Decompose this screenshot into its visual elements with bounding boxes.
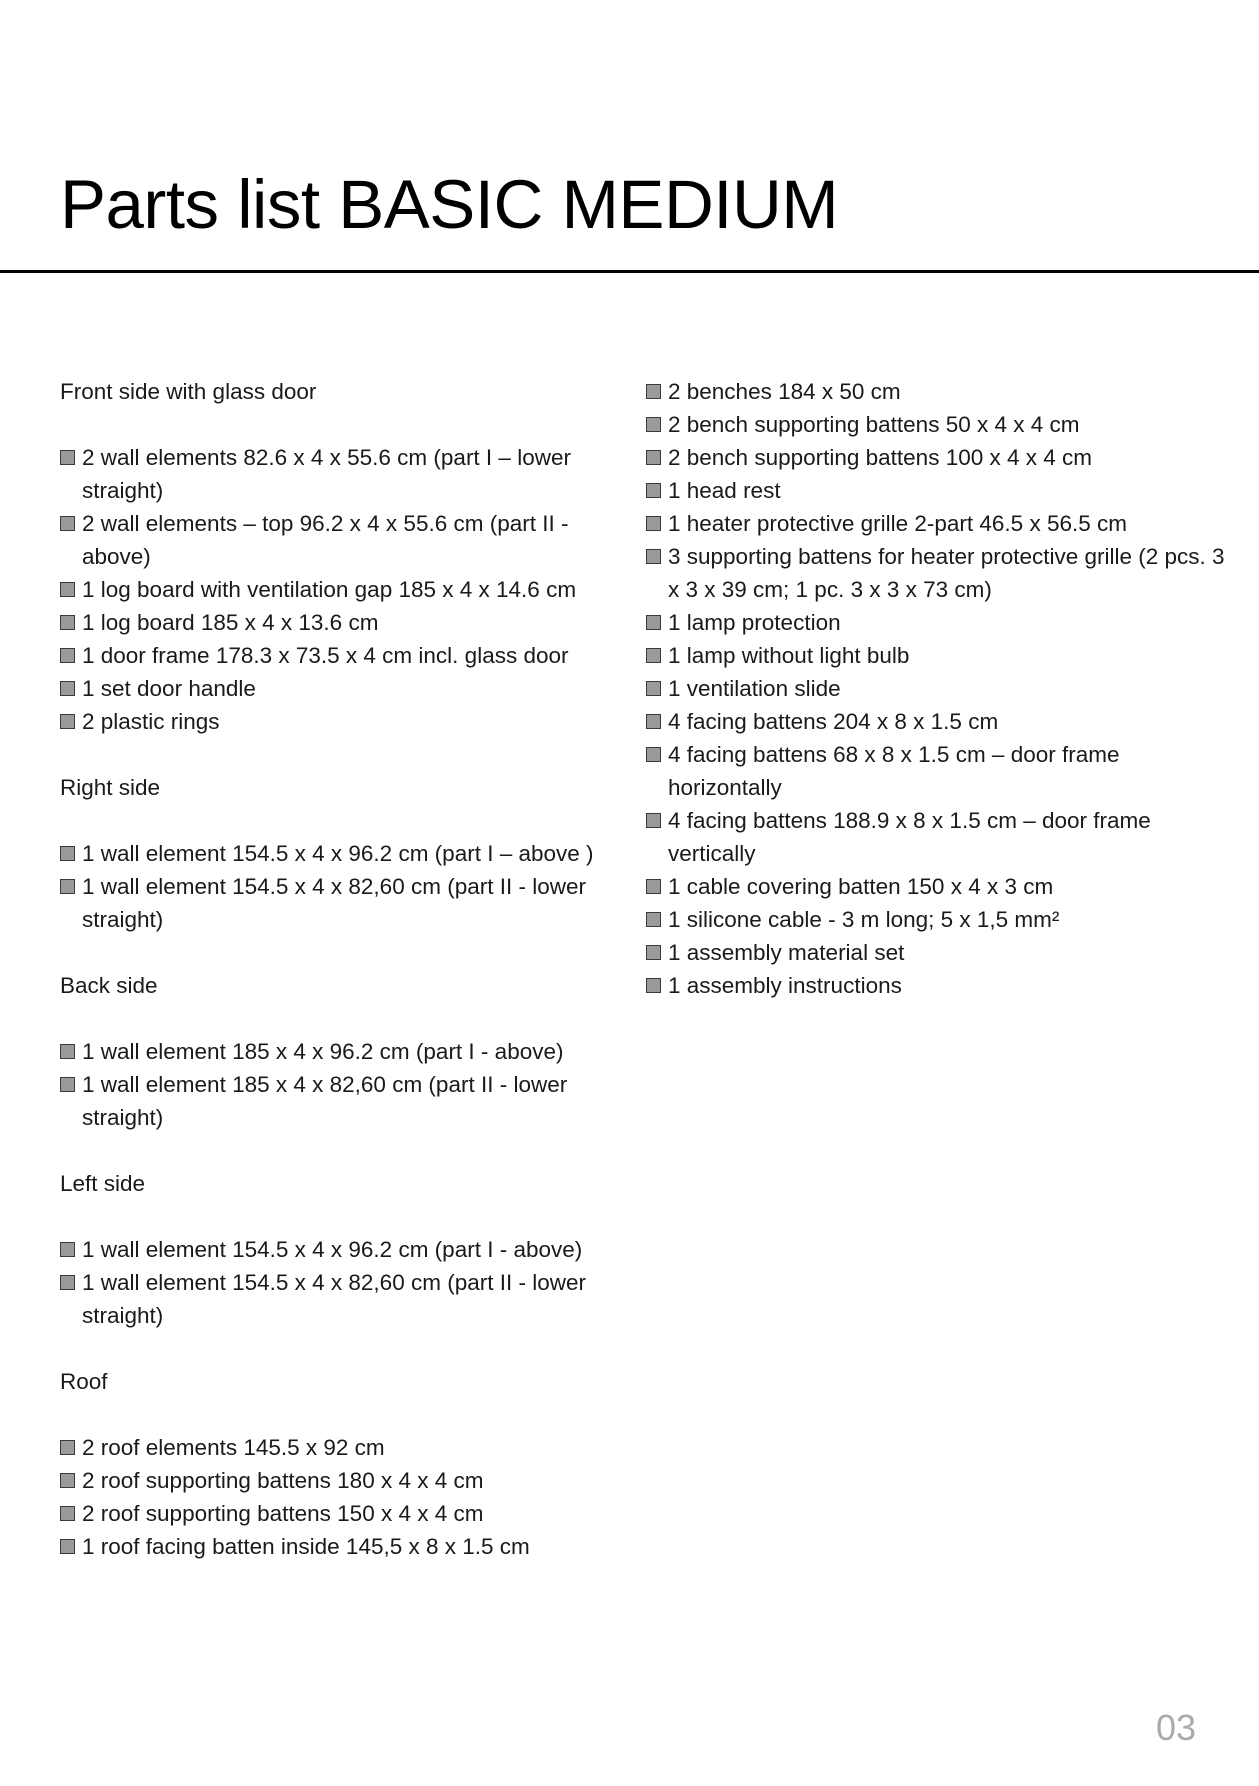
page-title: Parts list BASIC MEDIUM [60, 166, 839, 243]
part-item-label: 1 wall element 154.5 x 4 x 82,60 cm (part II - lower straight) [82, 874, 586, 932]
part-list-item [646, 606, 1236, 639]
checkbox-square-icon [646, 747, 661, 762]
part-item-label: 4 facing battens 68 x 8 x 1.5 cm – door frame horizontally [668, 742, 1120, 800]
part-item-label: 1 assembly instructions [668, 973, 902, 998]
part-list-item [60, 837, 620, 870]
checkbox-square-icon [646, 912, 661, 927]
checkbox-square-icon [646, 978, 661, 993]
part-item-label: 1 ventilation slide [668, 676, 841, 701]
checkbox-square-icon [60, 582, 75, 597]
checkbox-square-icon [60, 450, 75, 465]
part-list-item [646, 870, 1236, 903]
part-item-label: 3 supporting battens for heater protective grille (2 pcs. 3 x 3 x 39 cm; 1 pc. 3 x 3 x 73 cm) [668, 544, 1225, 602]
part-list-item [60, 1431, 620, 1464]
part-list-item [646, 903, 1236, 936]
part-list-item [646, 969, 1236, 1002]
section-heading: Front side with glass door [60, 379, 317, 404]
parts-section [60, 771, 620, 936]
checkbox-square-icon [60, 1044, 75, 1059]
checkbox-square-icon [60, 1440, 75, 1455]
part-list-item [60, 1035, 620, 1068]
parts-section [60, 375, 620, 738]
checkbox-square-icon [646, 483, 661, 498]
checkbox-square-icon [646, 417, 661, 432]
part-item-label: 2 benches 184 x 50 cm [668, 379, 901, 404]
checkbox-square-icon [60, 1539, 75, 1554]
part-list-item [646, 672, 1236, 705]
part-list-item [60, 705, 620, 738]
checkbox-square-icon [60, 1506, 75, 1521]
checkbox-square-icon [60, 648, 75, 663]
checkbox-square-icon [60, 516, 75, 531]
checkbox-square-icon [646, 384, 661, 399]
parts-list-right-column [646, 375, 1236, 1002]
part-list-item [646, 474, 1236, 507]
checkbox-square-icon [646, 516, 661, 531]
checkbox-square-icon [646, 945, 661, 960]
part-item-label: 1 set door handle [82, 676, 256, 701]
part-list-item [60, 672, 620, 705]
part-list-item [60, 606, 620, 639]
part-item-label: 1 head rest [668, 478, 781, 503]
part-item-label: 1 lamp without light bulb [668, 643, 910, 668]
parts-list-left-column [60, 375, 620, 1563]
part-list-item [60, 639, 620, 672]
checkbox-square-icon [60, 879, 75, 894]
part-item-label: 1 door frame 178.3 x 73.5 x 4 cm incl. glass door [82, 643, 569, 668]
part-item-label: 1 wall element 154.5 x 4 x 96.2 cm (part I – above ) [82, 841, 594, 866]
part-list-item [60, 1233, 620, 1266]
part-item-label: 1 log board 185 x 4 x 13.6 cm [82, 610, 379, 635]
title-divider [0, 270, 1259, 273]
parts-section [60, 1167, 620, 1332]
checkbox-square-icon [646, 648, 661, 663]
part-list-item [646, 507, 1236, 540]
part-list-item [646, 540, 1236, 606]
checkbox-square-icon [646, 549, 661, 564]
checkbox-square-icon [60, 1473, 75, 1488]
part-list-item [646, 936, 1236, 969]
part-item-label: 1 log board with ventilation gap 185 x 4 x 14.6 cm [82, 577, 577, 602]
part-list-item [646, 639, 1236, 672]
checkbox-square-icon [646, 879, 661, 894]
section-heading: Roof [60, 1369, 108, 1394]
part-list-item [60, 1464, 620, 1497]
part-list-item [646, 375, 1236, 408]
part-item-label: 4 facing battens 188.9 x 8 x 1.5 cm – door frame vertically [668, 808, 1151, 866]
section-heading: Back side [60, 973, 158, 998]
part-item-label: 2 plastic rings [82, 709, 220, 734]
parts-section [60, 969, 620, 1134]
part-item-label: 2 roof supporting battens 180 x 4 x 4 cm [82, 1468, 484, 1493]
part-item-label: 1 wall element 185 x 4 x 82,60 cm (part II - lower straight) [82, 1072, 568, 1130]
part-item-label: 4 facing battens 204 x 8 x 1.5 cm [668, 709, 999, 734]
checkbox-square-icon [646, 681, 661, 696]
part-item-label: 2 wall elements 82.6 x 4 x 55.6 cm (part I – lower straight) [82, 445, 571, 503]
checkbox-square-icon [60, 1275, 75, 1290]
part-item-label: 1 roof facing batten inside 145,5 x 8 x 1.5 cm [82, 1534, 530, 1559]
part-item-label: 1 assembly material set [668, 940, 905, 965]
checkbox-square-icon [60, 714, 75, 729]
part-item-label: 1 wall element 154.5 x 4 x 82,60 cm (part II - lower straight) [82, 1270, 586, 1328]
part-item-label: 1 cable covering batten 150 x 4 x 3 cm [668, 874, 1054, 899]
part-list-item [60, 507, 620, 573]
part-item-label: 1 heater protective grille 2-part 46.5 x 56.5 cm [668, 511, 1127, 536]
part-item-label: 2 bench supporting battens 50 x 4 x 4 cm [668, 412, 1080, 437]
part-item-label: 2 bench supporting battens 100 x 4 x 4 cm [668, 445, 1093, 470]
checkbox-square-icon [646, 813, 661, 828]
part-list-item [646, 441, 1236, 474]
part-list-item [60, 1068, 620, 1134]
part-item-label: 2 roof supporting battens 150 x 4 x 4 cm [82, 1501, 484, 1526]
checkbox-square-icon [646, 450, 661, 465]
part-item-label: 2 wall elements – top 96.2 x 4 x 55.6 cm (part II - above) [82, 511, 569, 569]
section-heading: Right side [60, 775, 161, 800]
parts-section [60, 1365, 620, 1563]
part-list-item [60, 870, 620, 936]
part-list-item [646, 408, 1236, 441]
checkbox-square-icon [60, 1242, 75, 1257]
checkbox-square-icon [60, 681, 75, 696]
part-list-item [60, 441, 620, 507]
checkbox-square-icon [60, 1077, 75, 1092]
checkbox-square-icon [60, 846, 75, 861]
part-item-label: 1 lamp protection [668, 610, 841, 635]
checkbox-square-icon [60, 615, 75, 630]
part-list-item [60, 1266, 620, 1332]
part-item-label: 1 wall element 154.5 x 4 x 96.2 cm (part I - above) [82, 1237, 583, 1262]
part-item-label: 2 roof elements 145.5 x 92 cm [82, 1435, 385, 1460]
part-item-label: 1 wall element 185 x 4 x 96.2 cm (part I - above) [82, 1039, 564, 1064]
checkbox-square-icon [646, 615, 661, 630]
part-list-item [60, 573, 620, 606]
section-heading: Left side [60, 1171, 146, 1196]
page-number: 03 [1156, 1707, 1197, 1748]
part-list-item [60, 1530, 620, 1563]
part-list-item [646, 705, 1236, 738]
checkbox-square-icon [646, 714, 661, 729]
part-list-item [60, 1497, 620, 1530]
part-list-item [646, 804, 1236, 870]
part-list-item [646, 738, 1236, 804]
part-item-label: 1 silicone cable - 3 m long; 5 x 1,5 mm² [668, 907, 1060, 932]
